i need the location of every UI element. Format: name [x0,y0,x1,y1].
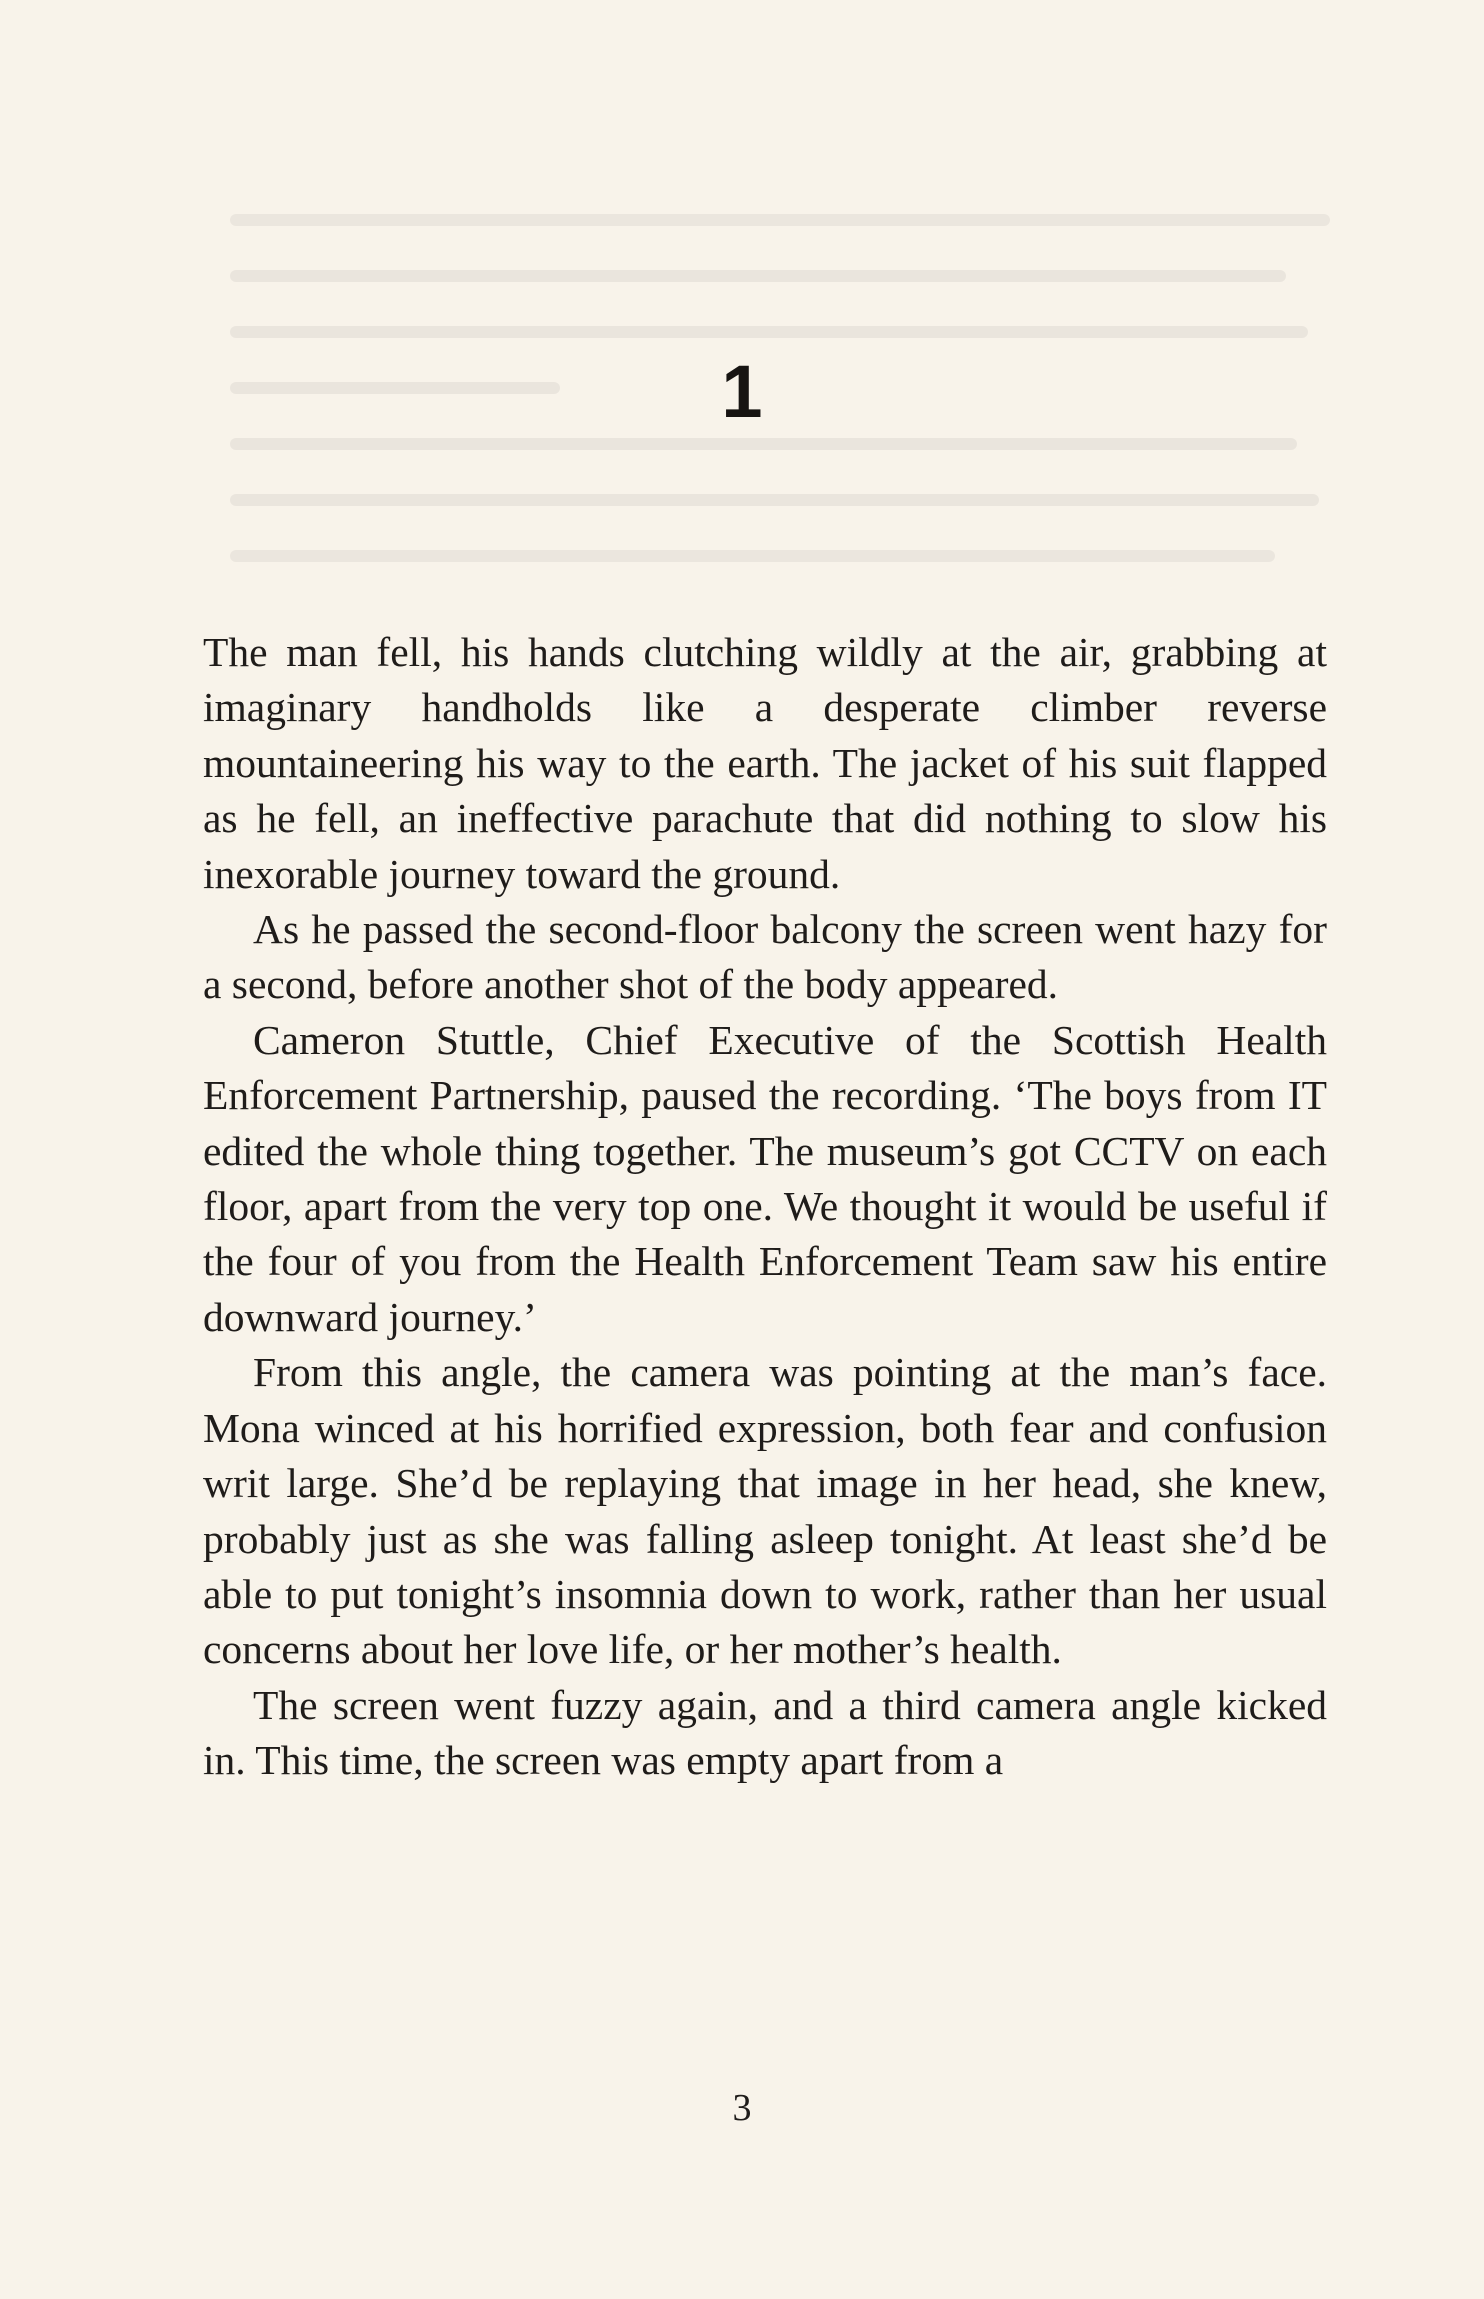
paragraph: As he passed the second-floor balcony the screen went hazy for a second, before another shot of the body appeared. [203,906,1327,1008]
paragraph: The man fell, his hands clutching wildly at the air, grabbing at imaginary handholds like a desperate climber reverse mountaineering his way to the earth. The jacket of his suit flapped as he fell, an ineffective parachute that did nothing to slow his inexorable journey toward the ground. [203,629,1327,897]
chapter-body [203,625,1327,1789]
paragraph: From this angle, the camera was pointing at the man’s face. Mona winced at his horrified expression, both fear and confusion writ large. She’d be replaying that image in her head, she knew, probably just as she was falling asleep tonight. At least she’d be able to put tonight’s insomnia down to work, rather than her usual concerns about her love life, or her mother’s health. [203,1349,1327,1673]
chapter-number: 1 [721,350,763,433]
paragraph: The screen went fuzzy again, and a third camera angle kicked in. This time, the screen was empty apart from a [203,1681,1327,1784]
paragraph: Cameron Stuttle, Chief Executive of the Scottish Health Enforcement Partnership, paused the recording. ‘The boys from IT edited the whole thing together. The museum’s got CCTV on each floor, apart from the very top one. We thought it would be useful if the four of you from the Health Enforcement Team saw his entire downward journey.’ [203,1016,1327,1340]
page-number: 3 [732,2087,752,2129]
